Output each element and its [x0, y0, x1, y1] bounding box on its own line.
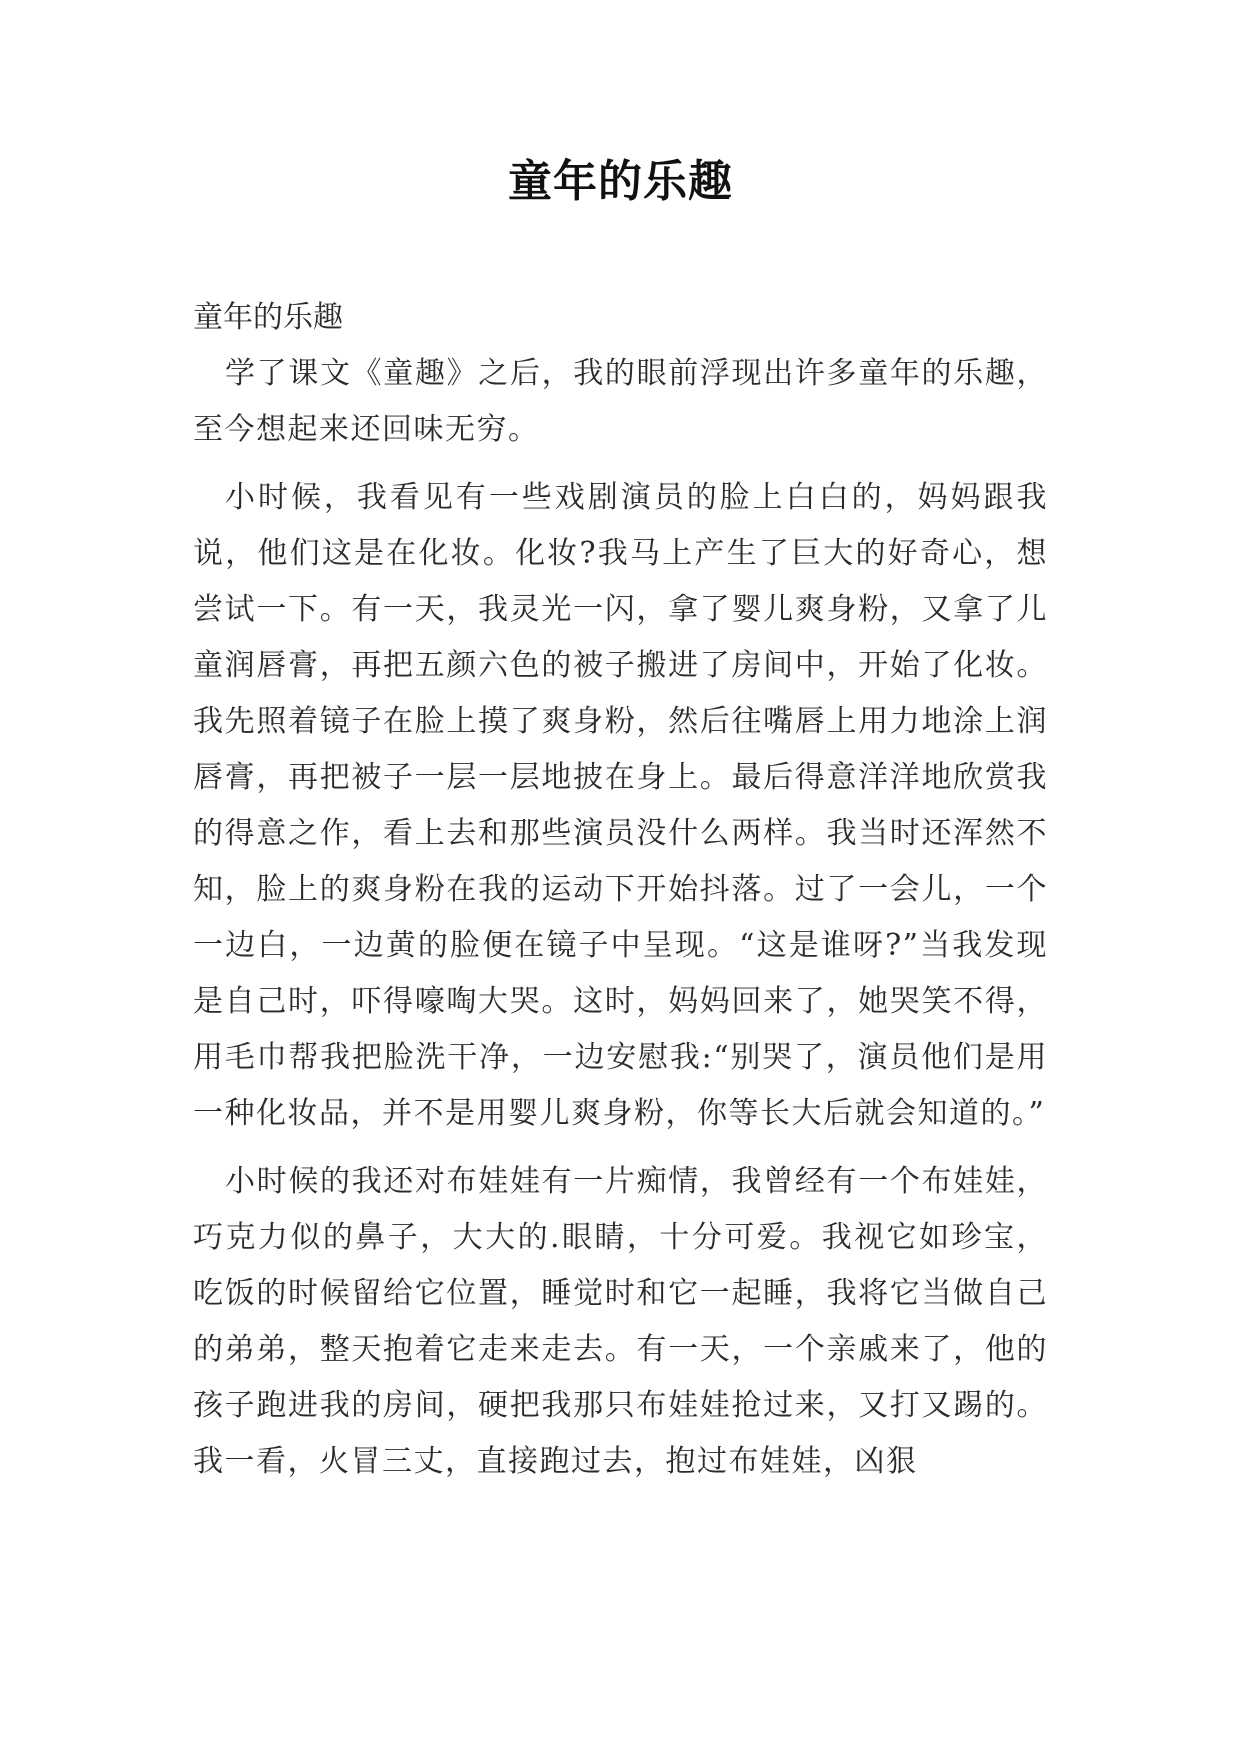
article-subtitle: 童年的乐趣 [193, 300, 343, 335]
paragraph-doll-story: 小时候的我还对布娃娃有一片痴情，我曾经有一个布娃娃，巧克力似的鼻子，大大的.眼睛，十分可爱。我视它如珍宝，吃饭的时候留给它位置，睡觉时和它一起睡，我将它当做自己的弟弟，整天抱着它走来走去。有一天，一个亲戚来了，他的孩子跑进我的房间，硬把我那只布娃娃抢过来，又打又踢的。我一看，火冒三丈，直接跑过去，抱过布娃娃，凶狠 [193, 1164, 1048, 1479]
paragraph-intro: 学了课文《童趣》之后，我的眼前浮现出许多童年的乐趣，至今想起来还回味无穷。 [193, 356, 1048, 447]
paragraph-makeup-story: 小时候，我看见有一些戏剧演员的脸上白白的，妈妈跟我说，他们这是在化妆。化妆?我马上产生了巨大的好奇心，想尝试一下。有一天，我灵光一闪，拿了婴儿爽身粉，又拿了儿童润唇膏，再把五颜六色的被子搬进了房间中，开始了化妆。我先照着镜子在脸上摸了爽身粉，然后往嘴唇上用力地涂上润唇膏，再把被子一层一层地披在身上。最后得意洋洋地欣赏我的得意之作，看上去和那些演员没什么两样。我当时还浑然不知，脸上的爽身粉在我的运动下开始抖落。过了一会儿，一个一边白，一边黄的脸便在镜子中呈现。“这是谁呀?”当我发现是自己时，吓得嚎啕大哭。这时，妈妈回来了，她哭笑不得，用毛巾帮我把脸洗干净，一边安慰我:“别哭了，演员他们是用一种化妆品，并不是用婴儿爽身粉，你等长大后就会知道的。” [193, 480, 1048, 1131]
document-title: 童年的乐趣 [508, 156, 733, 207]
document-body [193, 290, 1048, 1502]
